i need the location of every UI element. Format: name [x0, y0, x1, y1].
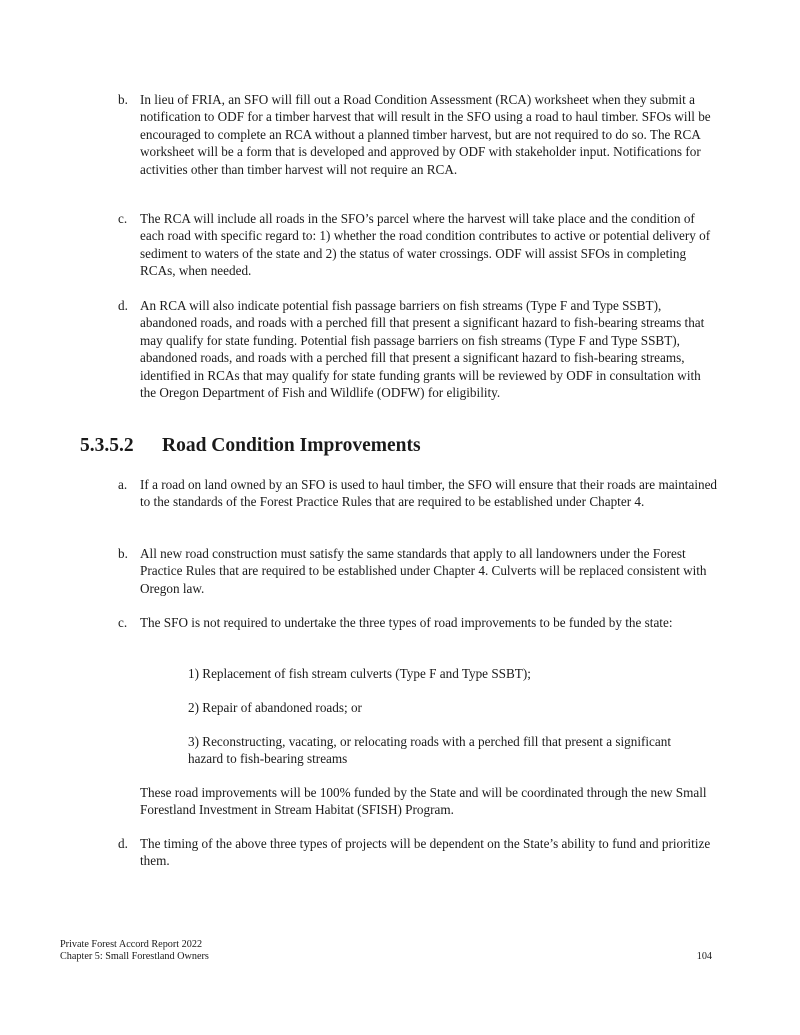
- list-text: An RCA will also indicate potential fish passage barriers on fish streams (Type F and Type SSBT), abandoned roads, and roads with a perched fill that present a significant hazard to fish-bearing streams that may qualify for state funding. Potential fish passage barriers on fish streams (Type F and Type SSBT), abandoned roads, and roads with a perched fill that present a significant hazard to fish-bearing streams, identified in RCAs that may qualify for state funding grants will be reviewed by ODF in consultation with the Oregon Department of Fish and Wildlife (ODFW) for eligibility.: [140, 298, 705, 401]
- list-item-c2: [118, 614, 718, 631]
- list-item-b: [118, 91, 718, 178]
- list-item-a: [118, 476, 718, 511]
- list-letter: b.: [118, 546, 128, 561]
- list-item-b2: [118, 545, 718, 597]
- footer-chapter: Chapter 5: Small Forestland Owners: [60, 951, 209, 962]
- list-text: The SFO is not required to undertake the three types of road improvements to be funded by the state:: [140, 615, 673, 630]
- page-number: 104: [696, 951, 712, 962]
- list-letter: c.: [118, 211, 128, 226]
- subitem-1: 1) Replacement of fish stream culverts (Type F and Type SSBT);: [188, 666, 531, 681]
- list-text: The timing of the above three types of projects will be dependent on the State’s ability to fund and prioritize them.: [140, 836, 711, 869]
- subitem-2: 2) Repair of abandoned roads; or: [188, 700, 362, 715]
- funding-paragraph: These road improvements will be 100% funded by the State and will be coordinated through the new Small Forestland Investment in Stream Habitat (SFISH) Program.: [140, 785, 707, 818]
- list-item-d2: [118, 835, 718, 870]
- section-number: 5.3.5.2: [80, 435, 134, 456]
- subitem-3: 3) Reconstructing, vacating, or relocating roads with a perched fill that present a significant hazard to fish-bearing streams: [188, 734, 672, 767]
- list-letter: c.: [118, 615, 128, 630]
- section-title: Road Condition Improvements: [162, 435, 421, 456]
- list-letter: a.: [118, 477, 128, 492]
- list-item-d: [118, 297, 718, 401]
- footer-report-title: Private Forest Accord Report 2022: [60, 939, 203, 950]
- list-text: All new road construction must satisfy the same standards that apply to all landowners under the Forest Practice Rules that are required to be established under Chapter 4. Culverts will be replaced consistent with Oregon law.: [140, 546, 707, 596]
- list-letter: d.: [118, 836, 128, 851]
- section-heading: [80, 433, 720, 459]
- list-text: The RCA will include all roads in the SFO’s parcel where the harvest will take place and the condition of each road with specific regard to: 1) whether the road condition contributes to active or potential delivery of sediment to waters of the state and 2) the status of water crossings. ODF will assist SFOs in completing RCAs, when needed.: [140, 211, 711, 279]
- list-letter: d.: [118, 298, 128, 313]
- list-item-c: [118, 210, 718, 280]
- list-text: In lieu of FRIA, an SFO will fill out a Road Condition Assessment (RCA) worksheet when they submit a notification to ODF for a timber harvest that will result in the SFO using a road to haul timber. SFOs will be encouraged to complete an RCA without a planned timber harvest, but are not required to do so. The RCA worksheet will be a form that is developed and approved by ODF with stakeholder input. Notifications for activities other than timber harvest will not require an RCA.: [140, 92, 711, 177]
- list-letter: b.: [118, 92, 128, 107]
- list-text: If a road on land owned by an SFO is used to haul timber, the SFO will ensure that their roads are maintained to the standards of the Forest Practice Rules that are required to be established under Chapter 4.: [140, 477, 718, 510]
